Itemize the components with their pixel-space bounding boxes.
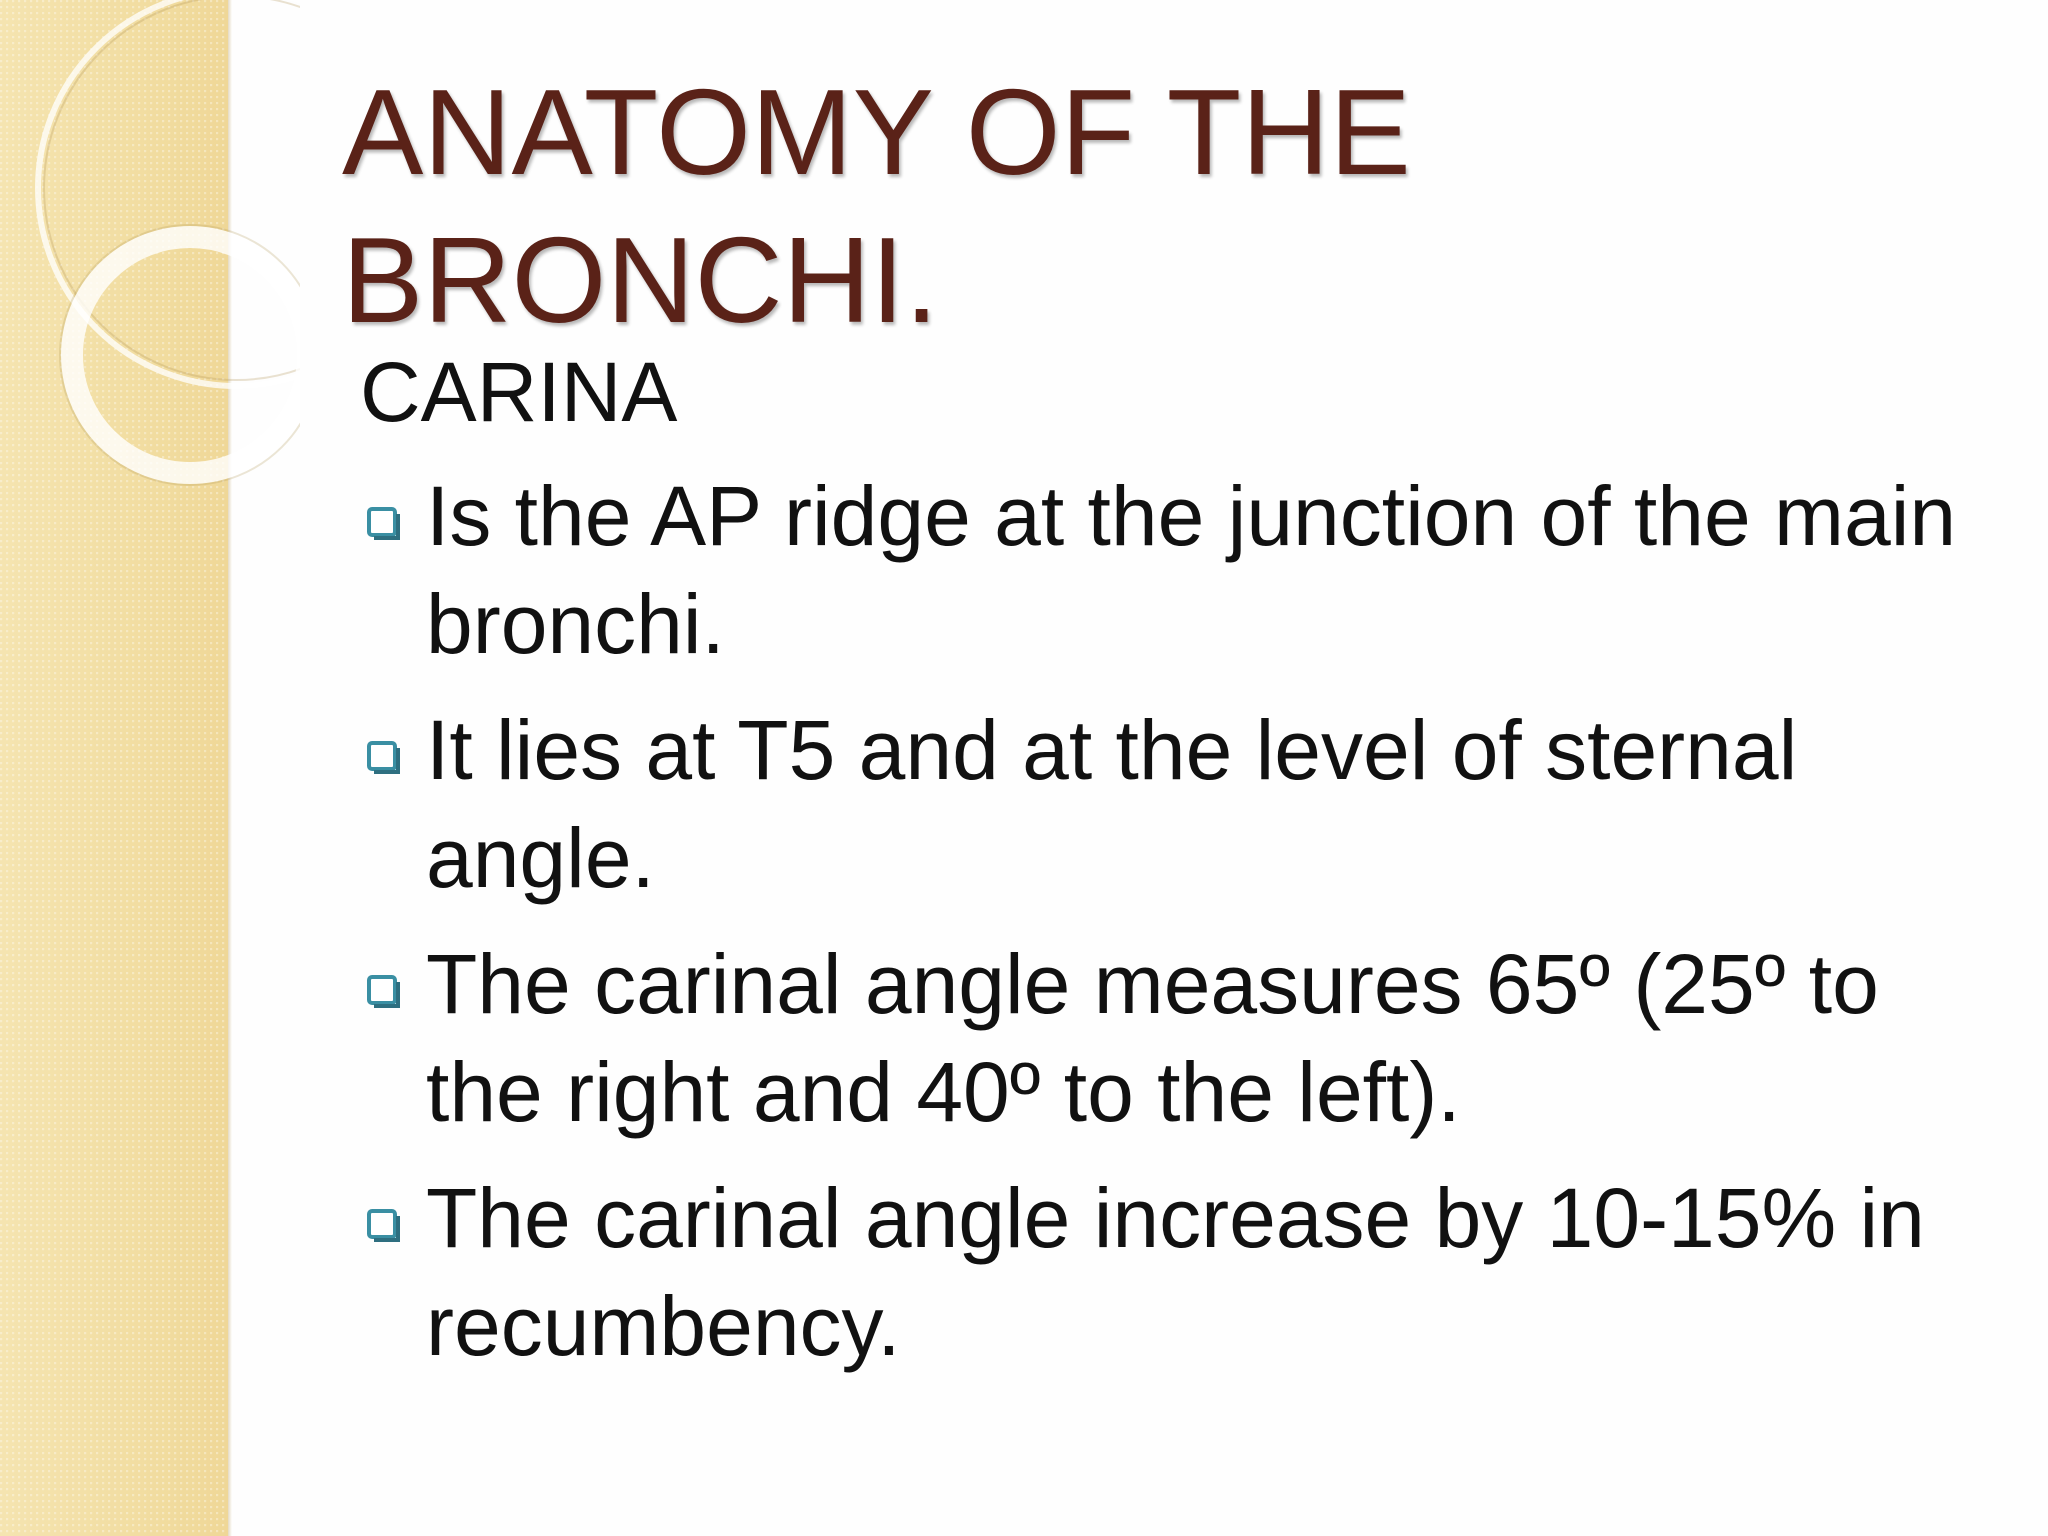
bullet-list	[360, 462, 2000, 1398]
bullet-text: The carinal angle measures 65º (25º to the right and 40º to the left).	[426, 937, 1879, 1139]
slide-title-line: ANATOMY OF THE	[342, 64, 1411, 200]
hollow-square-bullet-icon	[366, 740, 400, 774]
slide-title-line: BRONCHI.	[342, 212, 939, 348]
bullet-item	[360, 696, 2000, 912]
section-heading: CARINA	[360, 345, 678, 439]
bullet-text: Is the AP ridge at the junction of the main bronchi.	[426, 469, 1957, 671]
hollow-square-bullet-icon	[366, 506, 400, 540]
decorative-rings	[0, 0, 300, 520]
bullet-text: It lies at T5 and at the level of sternal angle.	[426, 703, 1798, 905]
bullet-item	[360, 462, 2000, 678]
slide-title	[342, 58, 1411, 354]
bullet-text: The carinal angle increase by 10-15% in recumbency.	[426, 1171, 1925, 1373]
hollow-square-bullet-icon	[366, 1208, 400, 1242]
bullet-item	[360, 930, 2000, 1146]
hollow-square-bullet-icon	[366, 974, 400, 1008]
bullet-item	[360, 1164, 2000, 1380]
